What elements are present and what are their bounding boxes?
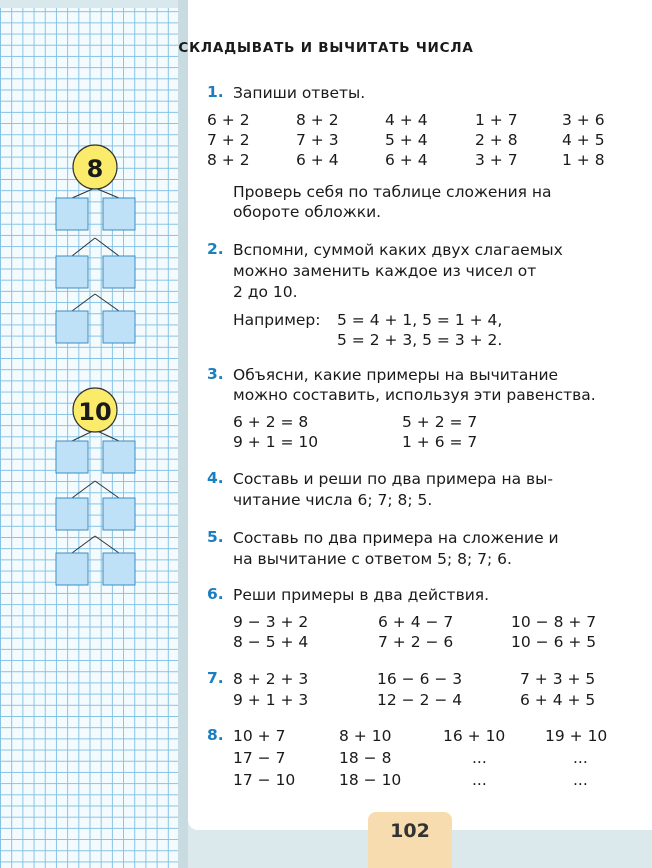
expression: 8 + 2 xyxy=(207,151,250,169)
task-number: 6. xyxy=(207,585,224,603)
task-number: 1. xyxy=(207,83,224,101)
equation: 1 + 6 = 7 xyxy=(402,433,478,451)
answer-box[interactable] xyxy=(56,441,88,473)
ellipsis: ... xyxy=(472,749,487,767)
expression: 9 − 3 + 2 xyxy=(233,613,309,631)
expression: 2 + 8 xyxy=(475,131,518,149)
expression: 4 + 4 xyxy=(385,111,428,129)
example-label: Например: xyxy=(233,311,321,329)
expression: 18 − 8 xyxy=(339,749,392,767)
expression: 10 + 7 xyxy=(233,727,286,745)
equation: 9 + 1 = 10 xyxy=(233,433,319,451)
task-text: Объясни, какие примеры на вычитание xyxy=(233,366,559,384)
task-text: на вычитание с ответом 5; 8; 7; 6. xyxy=(233,550,512,568)
task-number: 7. xyxy=(207,669,224,687)
task-note: обороте обложки. xyxy=(233,203,382,221)
answer-box[interactable] xyxy=(103,256,135,288)
answer-box[interactable] xyxy=(103,553,135,585)
expression: 8 − 5 + 4 xyxy=(233,633,309,651)
expression: 17 − 7 xyxy=(233,749,286,767)
task-text: можно составить, используя эти равенства. xyxy=(233,386,596,404)
task-text: 2 до 10. xyxy=(233,283,298,301)
expression: 17 − 10 xyxy=(233,771,296,789)
task-text: читание числа 6; 7; 8; 5. xyxy=(233,491,433,509)
decomposition-diagrams xyxy=(0,0,188,868)
equation: 5 + 2 = 7 xyxy=(402,413,478,431)
answer-box[interactable] xyxy=(56,198,88,230)
ellipsis: ... xyxy=(573,771,588,789)
expression: 1 + 7 xyxy=(475,111,518,129)
expression: 9 + 1 + 3 xyxy=(233,691,309,709)
expression: 6 + 4 xyxy=(385,151,428,169)
task-instruction: Реши примеры в два действия. xyxy=(233,586,490,604)
page-title: СКЛАДЫВАТЬ И ВЫЧИТАТЬ ЧИСЛА xyxy=(178,40,474,56)
expression: 7 + 2 − 6 xyxy=(378,633,454,651)
expression: 16 + 10 xyxy=(443,727,506,745)
task-instruction: Запиши ответы. xyxy=(233,84,366,102)
task-number: 5. xyxy=(207,528,224,546)
expression: 10 − 6 + 5 xyxy=(511,633,597,651)
expression: 8 + 2 xyxy=(296,111,339,129)
answer-box[interactable] xyxy=(103,311,135,343)
answer-box[interactable] xyxy=(56,311,88,343)
expression: 8 + 10 xyxy=(339,727,392,745)
answer-box[interactable] xyxy=(103,498,135,530)
task-number: 3. xyxy=(207,365,224,383)
expression: 19 + 10 xyxy=(545,727,608,745)
expression: 6 + 4 xyxy=(296,151,339,169)
answer-box[interactable] xyxy=(56,553,88,585)
ellipsis: ... xyxy=(573,749,588,767)
example-equation: 5 = 2 + 3, 5 = 3 + 2. xyxy=(337,331,503,349)
answer-box[interactable] xyxy=(56,256,88,288)
expression: 4 + 5 xyxy=(562,131,605,149)
diagram-label-8: 8 xyxy=(86,155,104,183)
expression: 7 + 2 xyxy=(207,131,250,149)
expression: 8 + 2 + 3 xyxy=(233,670,309,688)
task-text: Составь и реши по два примера на вы- xyxy=(233,470,553,488)
answer-box[interactable] xyxy=(56,498,88,530)
task-text: Составь по два примера на сложение и xyxy=(233,529,559,547)
task-text: Вспомни, суммой каких двух слагаемых xyxy=(233,241,563,259)
task-number: 2. xyxy=(207,240,224,258)
expression: 6 + 2 xyxy=(207,111,250,129)
page-number: 102 xyxy=(390,820,430,842)
expression: 10 − 8 + 7 xyxy=(511,613,597,631)
expression: 6 + 4 − 7 xyxy=(378,613,454,631)
expression: 6 + 4 + 5 xyxy=(520,691,596,709)
answer-box[interactable] xyxy=(103,198,135,230)
equation: 6 + 2 = 8 xyxy=(233,413,309,431)
diagram-label-10: 10 xyxy=(78,398,112,426)
expression: 7 + 3 xyxy=(296,131,339,149)
expression: 3 + 7 xyxy=(475,151,518,169)
task-number: 8. xyxy=(207,726,224,744)
expression: 1 + 8 xyxy=(562,151,605,169)
task-note: Проверь себя по таблице сложения на xyxy=(233,183,552,201)
answer-box[interactable] xyxy=(103,441,135,473)
expression: 12 − 2 − 4 xyxy=(377,691,463,709)
example-equation: 5 = 4 + 1, 5 = 1 + 4, xyxy=(337,311,503,329)
task-text: можно заменить каждое из чисел от xyxy=(233,262,537,280)
ellipsis: ... xyxy=(472,771,487,789)
expression: 16 − 6 − 3 xyxy=(377,670,463,688)
expression: 18 − 10 xyxy=(339,771,402,789)
expression: 5 + 4 xyxy=(385,131,428,149)
task-number: 4. xyxy=(207,469,224,487)
expression: 7 + 3 + 5 xyxy=(520,670,596,688)
expression: 3 + 6 xyxy=(562,111,605,129)
